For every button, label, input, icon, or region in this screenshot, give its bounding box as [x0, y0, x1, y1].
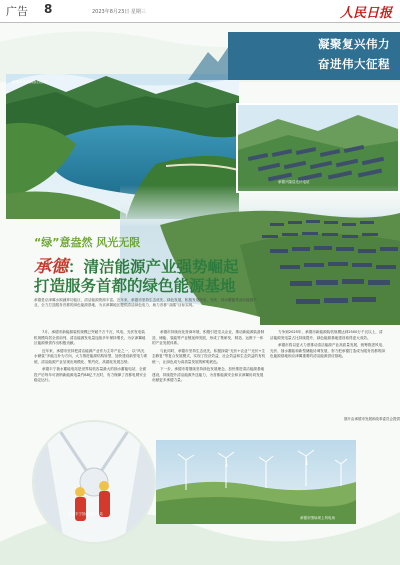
turbine-workers-photo: [32, 420, 156, 544]
main-photo-caption: 承德市宽城满族自治县: [12, 80, 47, 84]
article-column-2: [152, 330, 266, 386]
paragraph: 承德市将以更大力度推动清洁能源产业高质量发展，统筹推进风电、光伏、抽水蓄能和新型储能协调发展，努力把承德打造成为服务首都的绿色能源基地和京津冀重要的清洁能源供应基地。: [270, 343, 386, 358]
paragraph: 力争到2025年，承德市新能源装机规模达到2500万千瓦以上，清洁能源发电量占比持续提升，绿色能源基地建设取得更大成效。: [270, 330, 383, 340]
paragraph: 下一步，承德市将继续坚持绿色发展理念，加快推进清洁能源基地建设，持续提升清洁能源外送能力，为首都能源安全和京津冀协同发展贡献更多承德力量。: [152, 367, 265, 382]
round-photo-caption: 承德丰宁抽水蓄能电站: [68, 512, 103, 516]
article-subtitle: “绿”意盎然 风光无限: [34, 236, 141, 249]
title-line-1-text: ：清洁能源产业强势崛起: [68, 258, 239, 276]
article-column-1: [34, 330, 148, 386]
issue-date: 2023年8月23日 星期三: [92, 9, 146, 15]
article-lead: 承德是京津冀水源涵养功能区，清洁能源资源丰富。近年来，承德市坚持生态优先、绿色发展，积极发展风电、光伏、抽水蓄能等清洁能源产业，全力打造服务首都的绿色能源基地，为京津冀地区提供清洁绿色电力，助力首都“双碳”目标实现。: [34, 298, 257, 308]
title-city: 承德: [34, 257, 68, 277]
paragraph: 近年来，承德市坚持把清洁能源产业作为主导产业之一，以“风光水储氢”多能互补为方向，大力推进能源结构转型，加快建设新型电力系统，清洁能源产业呈现出规模化、集约化、高端化发展态势。: [34, 348, 148, 364]
section-label: 广告: [6, 5, 28, 18]
solar-farm-photo: [236, 103, 400, 193]
right-photo-caption: 承德兴隆县光伏电站: [278, 180, 310, 184]
photo-credit: 图片由承德市发展和改革委员会提供: [344, 417, 400, 421]
paragraph: 与此同时，承德市坚持生态优先，积极探索“光伏+农业”“光伏+生态修复”等复合发展模式，实现了经济效益、社会效益和生态效益的有机统一，让绿色成为高质量发展的鲜明底色。: [152, 348, 266, 364]
paragraph: 承德市持续优化营商环境，积极引进龙头企业，推动新能源装备制造、储能、氢能等产业链延伸发展，形成了集研发、制造、运维于一体的产业发展体系。: [152, 330, 265, 345]
banner-line-2: 奋进伟大征程: [318, 57, 390, 71]
newspaper-logo: 人民日报: [339, 6, 392, 21]
page-number: 8: [44, 2, 53, 16]
paragraph: 承德丰宁抽水蓄能电站是世界装机容量最大的抽水蓄能电站，全面投产后每年可消纳新能源电量约88亿千瓦时，有力保障了首都电网安全稳定运行。: [34, 367, 147, 382]
banner-line-1: 凝聚复兴伟力: [318, 37, 390, 51]
article-title-line-2: 打造服务首都的绿色能源基地: [34, 277, 236, 295]
slogan-banner: [228, 32, 400, 80]
wind-farm-photo: [156, 440, 356, 524]
turbine-interior-illustration: [34, 422, 154, 542]
mountain-brush-icon: [188, 32, 248, 80]
wind-photo-caption: 承德市围场坝上风电场: [300, 516, 335, 520]
paragraph: 7月，承德市新能源装机规模已突破千万千瓦，风电、光伏发电装机规模均居全省前列，清洁能源发电量连续多年保持增长，为京津冀地区能源保供作出积极贡献。: [34, 330, 146, 345]
page-header: [0, 0, 400, 23]
article-column-3: [270, 330, 386, 362]
